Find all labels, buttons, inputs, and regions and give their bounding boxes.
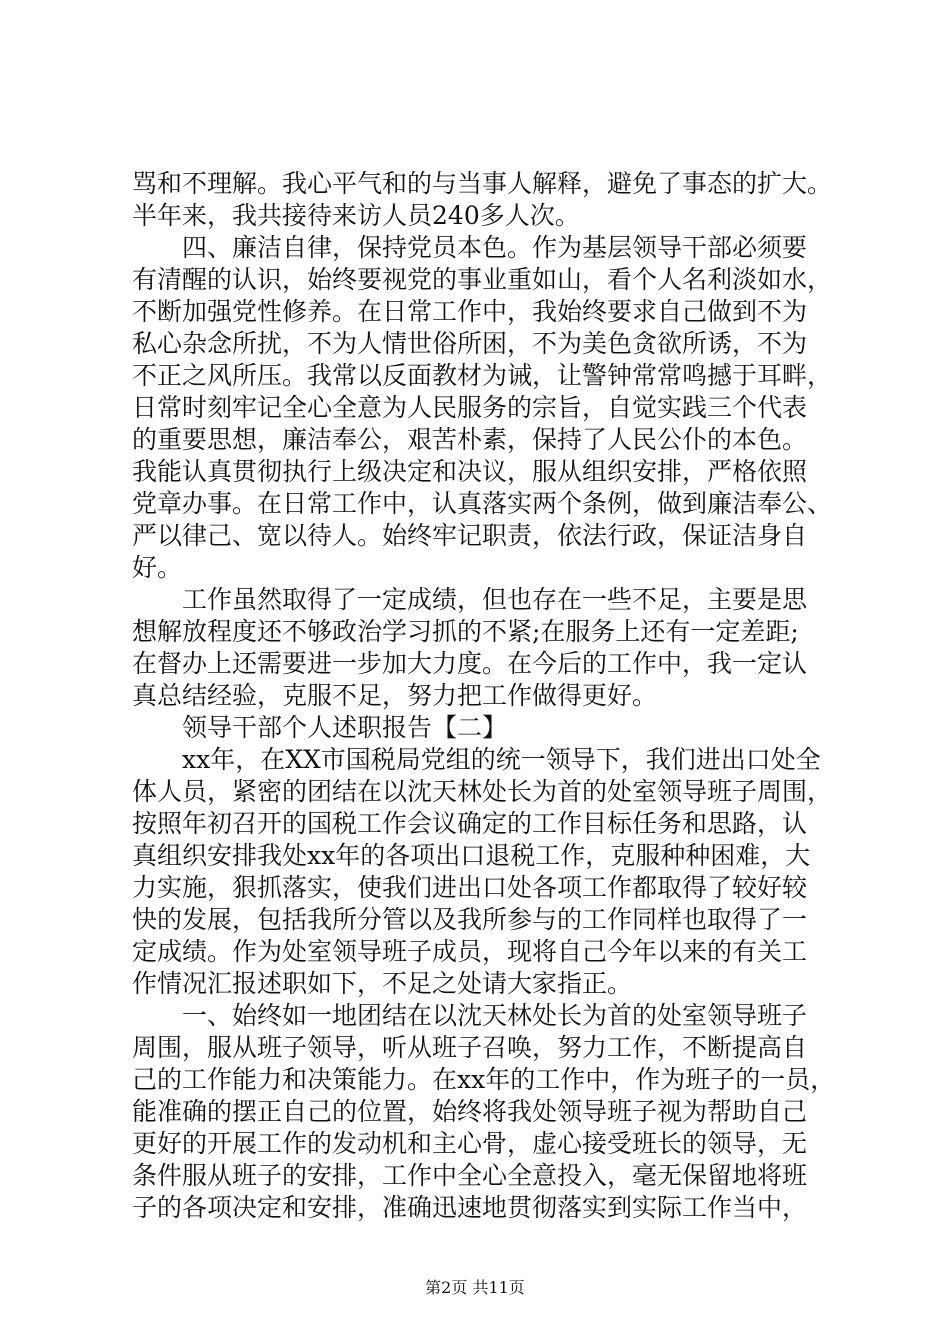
document-body [132, 168, 852, 1224]
text-line: 一、始终如一地团结在以沈天林处长为首的处室领导班子 [182, 1001, 808, 1030]
text-line: 好。 [132, 553, 183, 582]
text-line: 我能认真贯彻执行上级决定和决议，服从组织安排，严格依照 [132, 457, 808, 486]
text-line: 真总结经验，克服不足，努力把工作做得更好。 [132, 681, 658, 710]
page-footer: 第2页 共11页 [425, 1278, 525, 1297]
text-line: 日常时刻牢记全心全意为人民服务的宗旨，自觉实践三个代表 [132, 393, 808, 422]
text-line: 定成绩。作为处室领导班子成员，现将自己今年以来的有关工 [132, 937, 808, 966]
text-line: 子的各项决定和安排，准确迅速地贯彻落实到实际工作当中， [132, 1193, 808, 1222]
text-line: 工作虽然取得了一定成绩，但也存在一些不足，主要是思 [182, 585, 808, 614]
text-line: 严以律己、宽以待人。始终牢记职责，依法行政，保证洁身自 [132, 521, 808, 550]
text-line: 私心杂念所扰，不为人情世俗所困，不为美色贪欲所诱，不为 [132, 329, 808, 358]
text-line: 四、廉洁自律，保持党员本色。作为基层领导干部必须要 [182, 233, 808, 262]
text-line: 作情况汇报述职如下，不足之处请大家指正。 [132, 969, 633, 998]
text-line: 骂和不理解。我心平气和的与当事人解释，避免了事态的扩大。 [132, 169, 833, 198]
text-line: 周围，服从班子领导，听从班子召唤，努力工作，不断提高自 [132, 1033, 808, 1062]
text-line: 更好的开展工作的发动机和主心骨，虚心接受班长的领导，无 [132, 1129, 808, 1158]
text-line: 体人员，紧密的团结在以沈天林处长为首的处室领导班子周围， [132, 777, 833, 806]
text-line: 想解放程度还不够政治学习抓的不紧;在服务上还有一定差距; [132, 617, 799, 646]
text-line: xx年，在XX市国税局党组的统一领导下，我们进出口处全 [182, 745, 821, 774]
text-line: 己的工作能力和决策能力。在xx年的工作中，作为班子的一员， [132, 1065, 836, 1094]
text-line: 的重要思想，廉洁奉公，艰苦朴素，保持了人民公仆的本色。 [132, 425, 808, 454]
text-line: 不断加强党性修养。在日常工作中，我始终要求自己做到不为 [132, 297, 808, 326]
text-line: 按照年初召开的国税工作会议确定的工作目标任务和思路，认 [132, 809, 808, 838]
text-line: 条件服从班子的安排，工作中全心全意投入，毫无保留地将班 [132, 1161, 808, 1190]
text-line: 力实施，狠抓落实，使我们进出口处各项工作都取得了较好较 [132, 873, 808, 902]
text-line: 在督办上还需要进一步加大力度。在今后的工作中，我一定认 [132, 649, 808, 678]
text-line: 半年来，我共接待来访人员240多人次。 [132, 201, 580, 230]
text-line: 有清醒的认识，始终要视党的事业重如山，看个人名利淡如水， [132, 265, 833, 294]
text-line: 党章办事。在日常工作中，认真落实两个条例，做到廉洁奉公、 [132, 489, 833, 518]
text-line: 快的发展，包括我所分管以及我所参与的工作同样也取得了一 [132, 905, 808, 934]
text-line: 不正之风所压。我常以反面教材为诫，让警钟常常鸣撼于耳畔， [132, 361, 833, 390]
text-line: 能准确的摆正自己的位置，始终将我处领导班子视为帮助自己 [132, 1097, 808, 1126]
text-line: 真组织安排我处xx年的各项出口退税工作，克服种种困难，大 [132, 841, 811, 870]
text-line: 领导干部个人述职报告【二】 [182, 713, 508, 742]
